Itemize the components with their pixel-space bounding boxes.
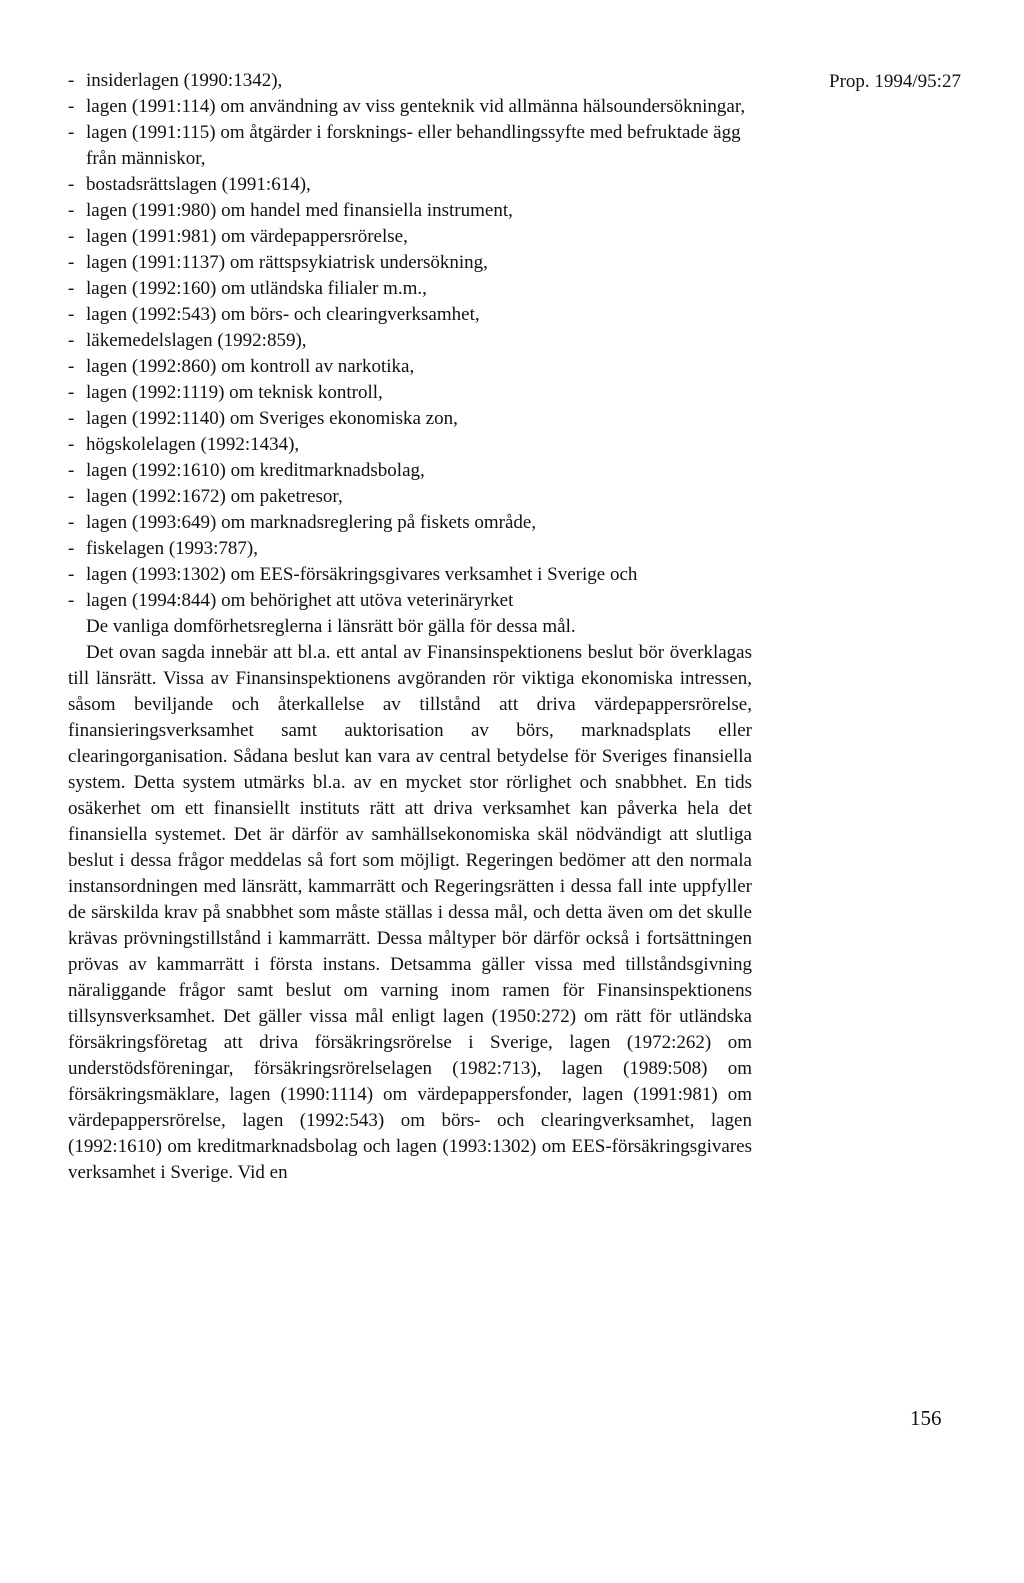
law-list-item: - lagen (1992:1119) om teknisk kontroll, (68, 380, 752, 406)
law-list-item: - lagen (1993:1302) om EES-försäkringsgivares verksamhet i Sverige och (68, 562, 752, 588)
law-list (68, 68, 752, 614)
paragraph-rules: De vanliga domförhetsreglerna i länsrätt bör gälla för dessa mål. (86, 616, 576, 637)
law-list-item: - lagen (1994:844) om behörighet att utöva veterinäryrket (68, 588, 752, 614)
law-list-item: - lagen (1991:1137) om rättspsykiatrisk undersökning, (68, 250, 752, 276)
law-list-item: - bostadsrättslagen (1991:614), (68, 172, 752, 198)
law-list-item: - fiskelagen (1993:787), (68, 536, 752, 562)
law-list-item: - högskolelagen (1992:1434), (68, 432, 752, 458)
law-list-item: - lagen (1992:860) om kontroll av narkotika, (68, 354, 752, 380)
law-list-item: - lagen (1992:543) om börs- och clearingverksamhet, (68, 302, 752, 328)
law-list-item: - lagen (1992:1672) om paketresor, (68, 484, 752, 510)
law-list-item: - lagen (1991:981) om värdepappersrörelse, (68, 224, 752, 250)
law-list-item: - lagen (1993:649) om marknadsreglering på fiskets område, (68, 510, 752, 536)
text-column (68, 68, 752, 1186)
law-list-item: - lagen (1991:980) om handel med finansiella instrument, (68, 198, 752, 224)
page-number: 156 (910, 1406, 942, 1430)
document-reference: Prop. 1994/95:27 (829, 71, 961, 92)
law-list-item: - lagen (1991:115) om åtgärder i forsknings- eller behandlingssyfte med befruktade ägg från människor, (68, 120, 752, 172)
law-list-item: - lagen (1992:160) om utländska filialer m.m., (68, 276, 752, 302)
law-list-item: - läkemedelslagen (1992:859), (68, 328, 752, 354)
law-list-item: - lagen (1992:1610) om kreditmarknadsbolag, (68, 458, 752, 484)
law-list-item: - insiderlagen (1990:1342), (68, 68, 752, 94)
law-list-item: - lagen (1992:1140) om Sveriges ekonomiska zon, (68, 406, 752, 432)
law-list-item: - lagen (1991:114) om användning av viss genteknik vid allmänna hälsoundersökningar, (68, 94, 752, 120)
paragraph-main: Det ovan sagda innebär att bl.a. ett antal av Finansinspektionens beslut bör överklagas till länsrätt. Vissa av Finansinspektionens avgöranden rör viktiga ekonomiska intressen, såsom beviljande och återkallelse av tillstånd att driva värdepappersrörelse, finansieringsverksamhet samt auktorisation av börs, marknadsplats eller clearingorganisation. Sådana beslut kan vara av central betydelse för Sveriges finansiella system. Detta system utmärks bl.a. av en mycket stor rörlighet och snabbhet. En tids osäkerhet om ett finansiellt instituts rätt att driva verksamhet kan påverka hela det finansiella systemet. Det är därför av samhällsekonomiska skäl nödvändigt att slutliga beslut i dessa frågor meddelas så fort som möjligt. Regeringen bedömer att den normala instansordningen med länsrätt, kammarrätt och Regeringsrätten i dessa fall inte uppfyller de särskilda krav på snabbhet som måste ställas i dessa mål, och detta även om det skulle krävas prövningstillstånd i kammarrätt. Dessa måltyper bör därför också i fortsättningen prövas av kammarrätt i första instans. Detsamma gäller vissa med tillståndsgivning näraliggande frågor samt beslut om varning inom ramen för Finansinspektionens tillsynsverksamhet. Det gäller vissa mål enligt lagen (1950:272) om rätt för utländska försäkringsföretag att driva försäkringsrörelse i Sverige, lagen (1972:262) om understödsföreningar, försäkringsrörelselagen (1982:713), lagen (1989:508) om försäkringsmäklare, lagen (1990:1114) om värdepappersfonder, lagen (1991:981) om värdepappersrörelse, lagen (1992:543) om börs- och clearingverksamhet, lagen (1992:1610) om kreditmarknadsbolag och lagen (1993:1302) om EES-försäkringsgivares verksamhet i Sverige. Vid en (68, 642, 752, 1183)
